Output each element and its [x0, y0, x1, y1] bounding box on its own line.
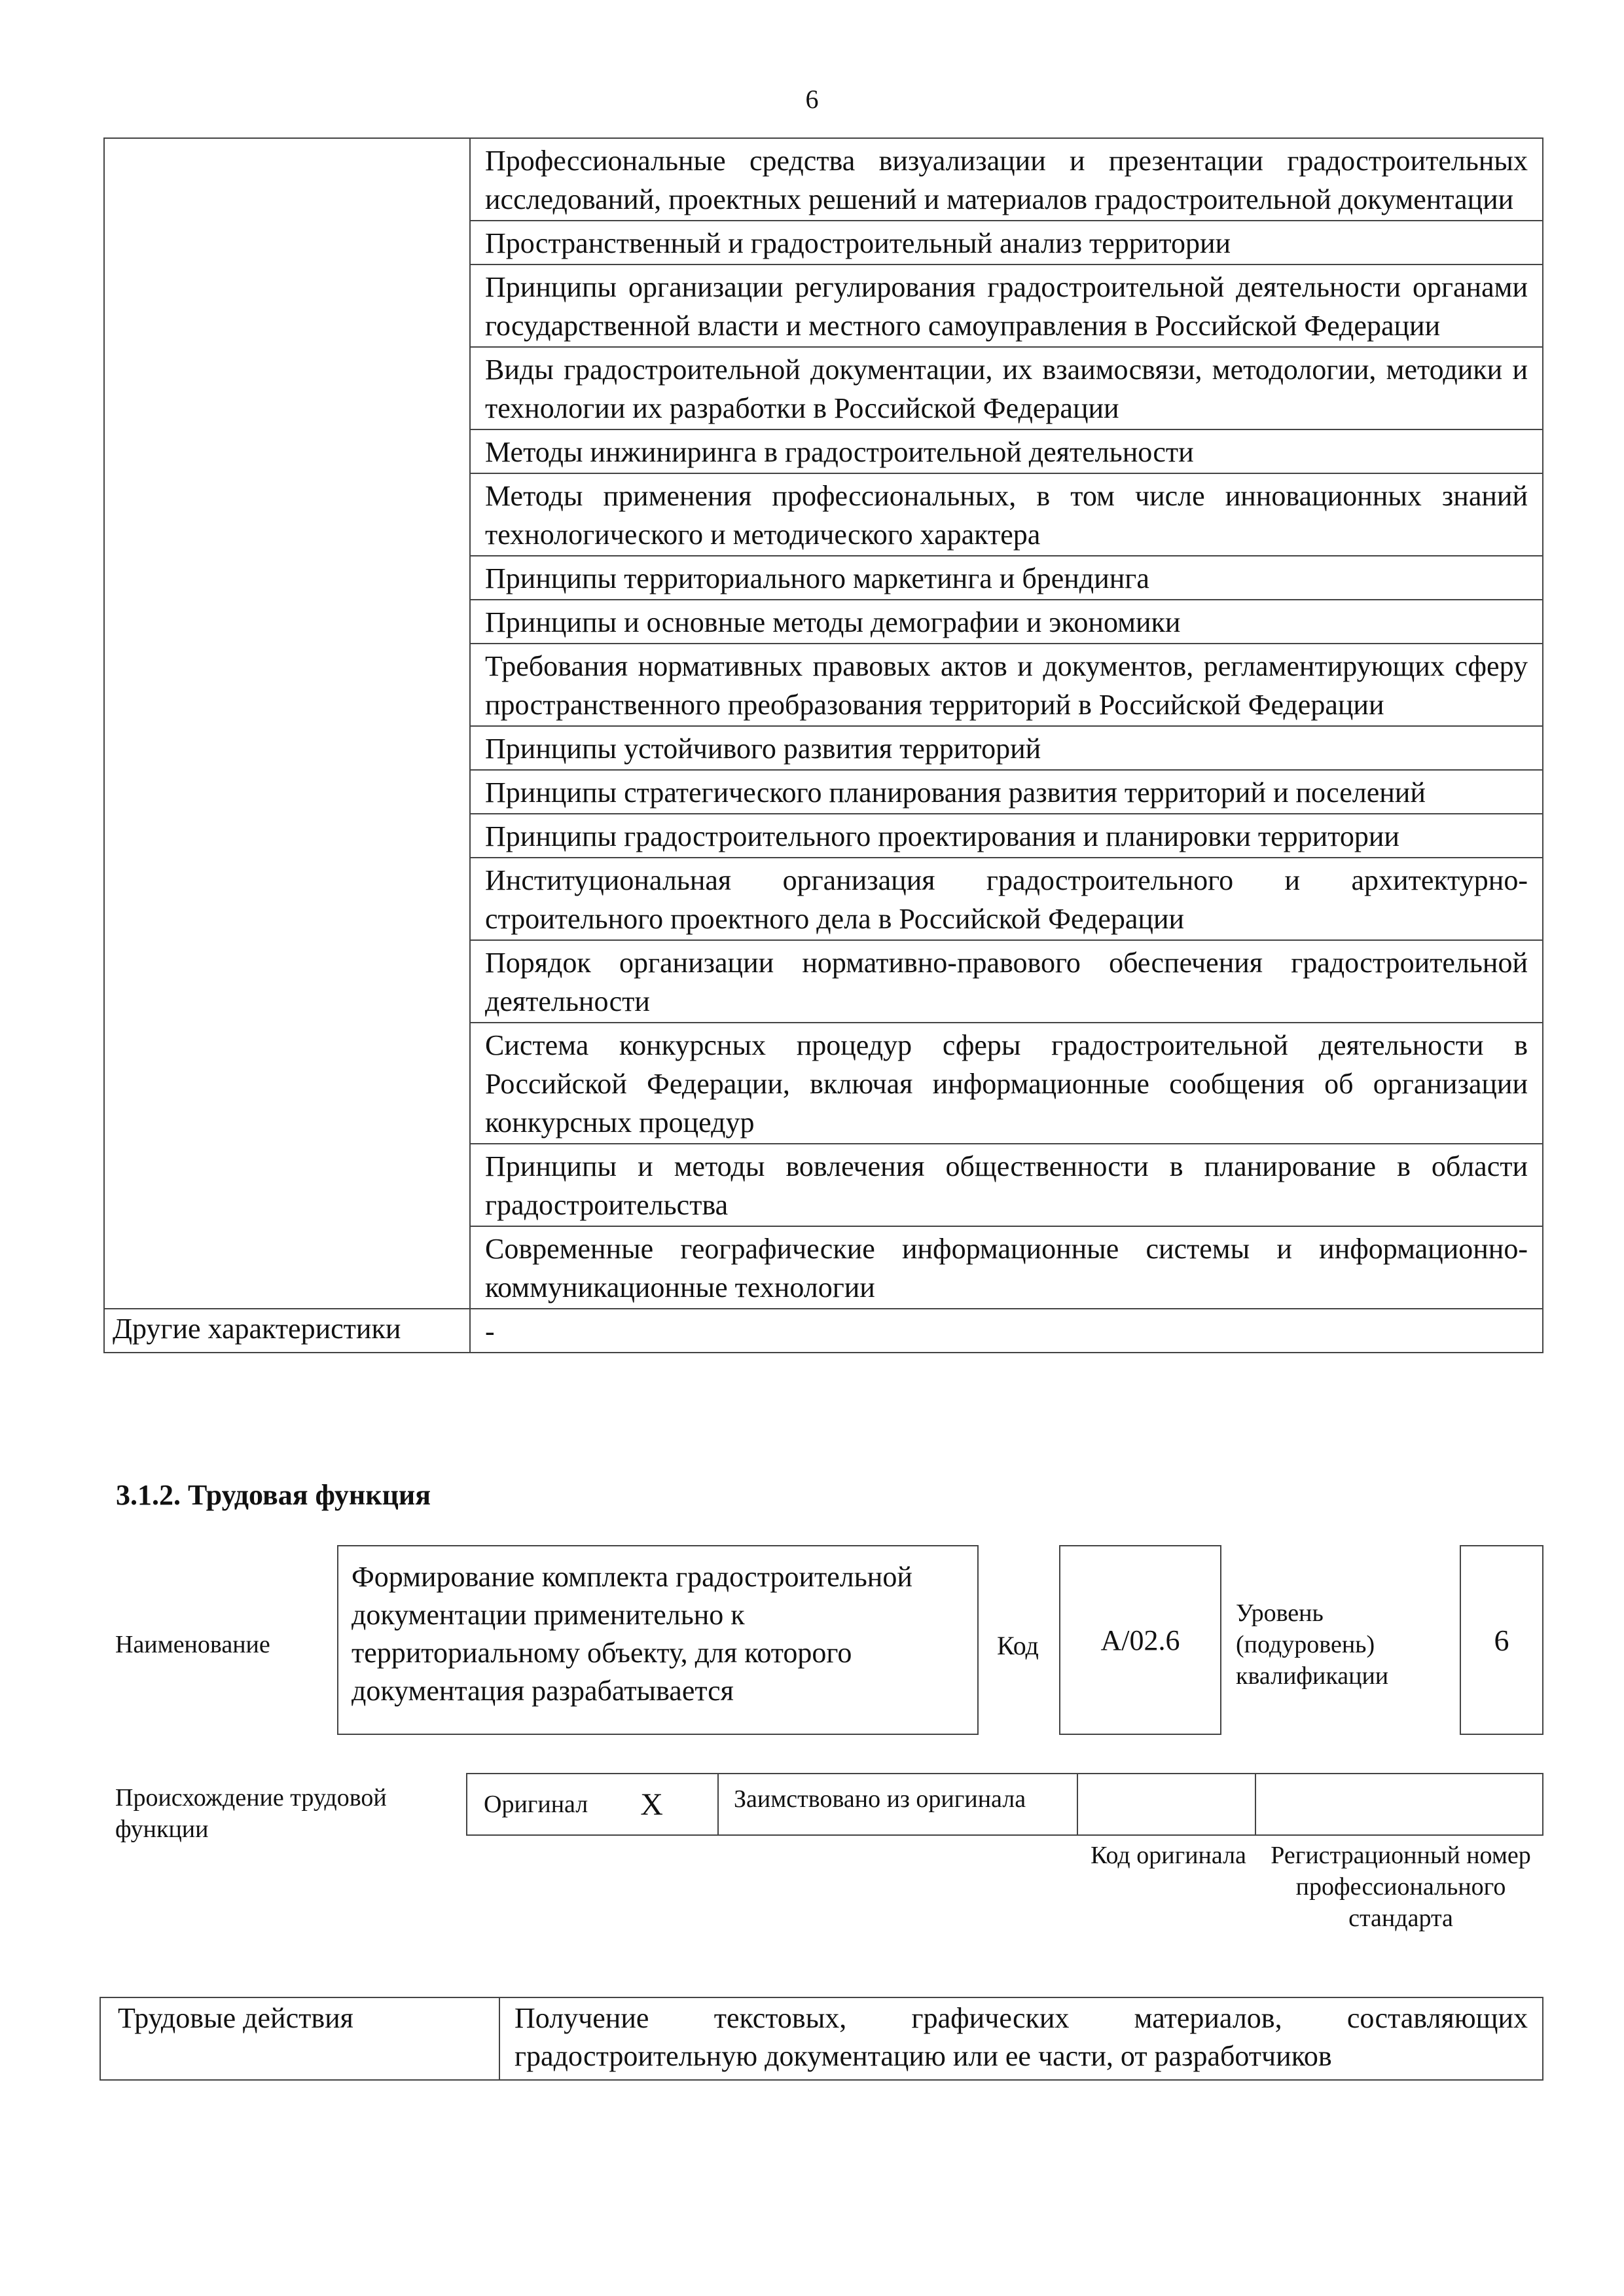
- knowledge-table: [103, 137, 1543, 1353]
- origin-code-cell: [1077, 1774, 1255, 1835]
- actions-value: Получение текстовых, графических материалов, составляющих градостроительную документацию или ее части, от разработчиков: [499, 1997, 1543, 2080]
- code-original-caption: Код оригинала: [1091, 1842, 1246, 1869]
- knowledge-item: Принципы территориального маркетинга и брендинга: [470, 556, 1543, 600]
- knowledge-item: Требования нормативных правовых актов и документов, регламентирующих сферу пространственного преобразования территорий в Российской Федерации: [470, 644, 1543, 726]
- page-number: 6: [805, 84, 819, 114]
- knowledge-item: Система конкурсных процедур сферы градостроительной деятельности в Российской Федерации, включая информационные сообщения об организации конкурсных процедур: [470, 1023, 1543, 1144]
- knowledge-item: Принципы стратегического планирования развития территорий и поселений: [470, 770, 1543, 814]
- reg-number-caption: Регистрационный номер профессионального стандарта: [1271, 1842, 1531, 1932]
- origin-original-cell: [467, 1774, 718, 1835]
- origin-label: Происхождение трудовой функции: [115, 1784, 387, 1843]
- knowledge-item: Виды градостроительной документации, их взаимосвязи, методологии, методики и технологии их разработки в Российской Федерации: [470, 347, 1543, 429]
- knowledge-row: [104, 138, 1543, 221]
- other-label: Другие характеристики: [104, 1309, 470, 1353]
- knowledge-item: Профессиональные средства визуализации и презентации градостроительных исследований, проектных решений и материалов градостроительной документации: [470, 138, 1543, 221]
- name-label: Наименование: [115, 1631, 270, 1658]
- borrowed-label: Заимствовано из оригинала: [734, 1785, 1026, 1813]
- other-row: [104, 1309, 1543, 1353]
- knowledge-item: Методы применения профессиональных, в том числе инновационных знаний технологического и методического характера: [470, 473, 1543, 556]
- knowledge-item: Порядок организации нормативно-правового обеспечения градостроительной деятельности: [470, 940, 1543, 1023]
- origin-table: [466, 1773, 1543, 1836]
- knowledge-item: Принципы градостроительного проектирования и планировки территории: [470, 814, 1543, 858]
- knowledge-item: Современные географические информационные системы и информационно-коммуникационные технологии: [470, 1226, 1543, 1309]
- actions-table: [99, 1997, 1543, 2081]
- knowledge-label-cell: [104, 138, 470, 1309]
- actions-label: Трудовые действия: [100, 1997, 499, 2080]
- knowledge-item: Принципы организации регулирования градостроительной деятельности органами государственной власти и местного самоуправления в Российской Федерации: [470, 264, 1543, 347]
- level-label: Уровень (подуровень) квалификации: [1236, 1599, 1389, 1690]
- origin-reg-cell: [1255, 1774, 1543, 1835]
- original-label: Оригинал: [484, 1791, 588, 1818]
- origin-borrowed-cell: [718, 1774, 1077, 1835]
- knowledge-item: Методы инжиниринга в градостроительной деятельности: [470, 429, 1543, 473]
- knowledge-item: Принципы и методы вовлечения общественности в планирование в области градостроительства: [470, 1144, 1543, 1226]
- other-value: -: [470, 1309, 1543, 1353]
- knowledge-item: Принципы и основные методы демографии и экономики: [470, 600, 1543, 644]
- code-label: Код: [997, 1631, 1039, 1660]
- code-box: A/02.6: [1059, 1545, 1221, 1735]
- section-title: 3.1.2. Трудовая функция: [116, 1479, 431, 1511]
- knowledge-item: Принципы устойчивого развития территорий: [470, 726, 1543, 770]
- original-mark: X: [640, 1787, 663, 1822]
- knowledge-item: Пространственный и градостроительный анализ территории: [470, 221, 1543, 264]
- level-box: 6: [1460, 1545, 1543, 1735]
- function-name-box: Формирование комплекта градостроительной документации применительно к территориальному объекту, для которого документация разрабатывается: [337, 1545, 979, 1735]
- knowledge-item: Институциональная организация градостроительного и архитектурно-строительного проектного дела в Российской Федерации: [470, 858, 1543, 940]
